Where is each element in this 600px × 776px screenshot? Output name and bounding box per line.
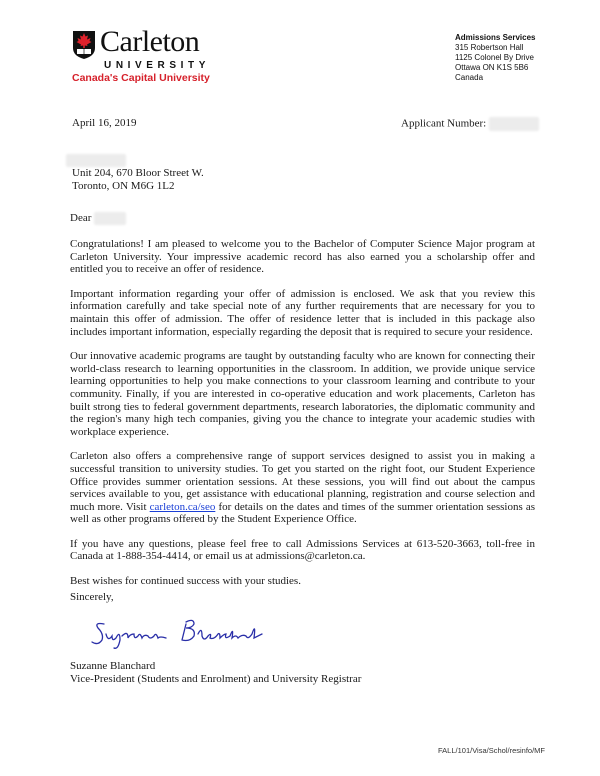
support-text-before-link: Carleton also offers a comprehensive range of support services designed to assist you in making a successful transition to university studies. To get you started on the right foot, our Student Experience Office provides summer orientation sessions. At these sessions, you will find out about the campus services available to you, get assistance with educational planning, registration and course selection and much more. Visit: [70, 450, 535, 513]
closing: Sincerely,: [70, 591, 114, 603]
salutation: [70, 212, 126, 225]
recipient-address: [66, 154, 204, 193]
letter-date: April 16, 2019: [72, 117, 137, 129]
recipient-address-line: Unit 204, 670 Bloor Street W.: [72, 167, 204, 180]
paragraph-wishes: Best wishes for continued success with your studies.: [70, 575, 301, 588]
letter-body: [70, 238, 535, 600]
return-address-line: Canada: [455, 73, 484, 82]
reference-code: FALL/101/Visa/Schol/resinfo/MF: [438, 746, 545, 755]
seo-link[interactable]: carleton.ca/seo: [149, 500, 216, 513]
paragraph-support-services: [70, 450, 535, 526]
signer-title: Vice-President (Students and Enrolment) and University Registrar: [70, 673, 362, 685]
return-address-line: 1125 Colonel By Drive: [455, 53, 535, 62]
applicant-number-redacted: [489, 117, 539, 131]
applicant-number-label: Applicant Number:: [401, 117, 487, 130]
paragraph-contact: If you have any questions, please feel free to call Admissions Services at 613-520-3663, toll-free in Canada at 1-888-354-4414, or email us at admissions@carleton.ca.: [70, 537, 535, 563]
carleton-shield-icon: [72, 30, 96, 60]
paragraph-academic-programs: Our innovative academic programs are taught by outstanding faculty who are known for connecting their world-class research to learning opportunities in the classroom. In addition, we provide unique service learning opportunities to help you make connections to your classroom learning and contribute to your community. Finally, if you are interested in co-operative education and work placements, Carleton has built strong ties to federal government departments, research laboratories, the diplomatic community and the region's many high tech companies, giving you the chance to integrate your academic studies with workplace experience.: [70, 350, 535, 438]
recipient-name-redacted: [66, 154, 126, 167]
salutation-name-redacted: [94, 212, 126, 225]
return-address-title: Admissions Services: [455, 33, 536, 42]
return-address: [455, 33, 535, 83]
paragraph-important-information: Important information regarding your offer of admission is enclosed. We ask that you review this information carefully and take special note of any further requirements that are necessary for you to maintain this offer of admission. The offer of residence letter that is included in this package also includes important information, especially regarding the deposit that is required to secure your residence.: [70, 287, 535, 338]
support-text-after-link: for details on the dates and times of the summer orientation sessions as well as other programs offered by the Student Experience Office.: [70, 500, 535, 526]
paragraph-congratulations: Congratulations! I am pleased to welcome you to the Bachelor of Computer Science Major program at Carleton University. Your impressive academic record has also earned you a scholarship offer and entitled you to receive an offer of residence.: [70, 238, 535, 276]
signer-block: [70, 660, 361, 686]
applicant-number: [401, 117, 539, 131]
return-address-line: Ottawa ON K1S 5B6: [455, 63, 529, 72]
signature-icon: [90, 612, 280, 652]
salutation-text: Dear: [70, 212, 92, 225]
return-address-line: 315 Robertson Hall: [455, 43, 524, 52]
signer-name: Suzanne Blanchard: [70, 660, 156, 672]
logo-subtitle: UNIVERSITY: [104, 60, 211, 71]
recipient-address-line: Toronto, ON M6G 1L2: [72, 180, 175, 193]
logo-wordmark: Carleton: [100, 25, 200, 58]
logo-tagline: Canada's Capital University: [72, 72, 210, 84]
